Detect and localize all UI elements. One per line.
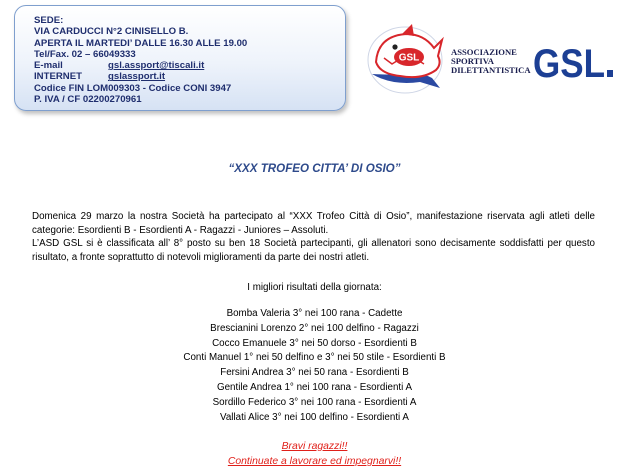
result-item: Sordillo Federico 3° nei 100 rana - Esordienti A [212, 396, 417, 408]
shark-mascot-logo [362, 22, 448, 98]
association-name [451, 48, 531, 76]
phone: Tel/Fax. 02 – 66049333 [34, 48, 136, 60]
opening-hours: APERTA IL MARTEDI’ DALLE 16.30 ALLE 19.00 [34, 37, 248, 49]
association-line: SPORTIVA [451, 56, 494, 67]
codes: Codice FIN LOM009303 - Codice CONI 3947 [34, 82, 232, 94]
contact-info-box [14, 5, 346, 111]
vat: P. IVA / CF 02200270961 [34, 94, 142, 106]
result-item: Cocco Emanuele 3° nei 50 dorso - Esordienti B [212, 337, 417, 349]
address: VIA CARDUCCI N°2 CINISELLO B. [34, 26, 189, 38]
result-item: Gentile Andrea 1° nei 100 rana - Esordienti A [216, 381, 413, 393]
body-paragraph: Domenica 29 marzo la nostra Società ha partecipato al “XXX Trofeo Città di Osio”, manifestazione riservata agli atleti delle categorie: Esordienti B - Esordienti A - Ragazzi - Juniores – Assoluti. [32, 211, 595, 236]
result-item: Brescianini Lorenzo 2° nei 100 delfino - Ragazzi [210, 322, 419, 334]
result-item: Fersini Andrea 3° nei 50 rana - Esordienti B [220, 367, 409, 379]
email-row [34, 60, 345, 71]
email-link[interactable]: gsl.assport@tiscali.it [108, 60, 205, 72]
logo-area [362, 22, 620, 104]
gsl-brand-logo [531, 40, 617, 84]
result-item: Bomba Valeria 3° nei 100 rana - Cadette [226, 308, 403, 319]
association-line: DILETTANTISTICA [451, 65, 531, 76]
internet-label: INTERNET [34, 71, 82, 83]
article-body [32, 210, 595, 264]
result-item: Conti Manuel 1° nei 50 delfino e 3° nei 50 stile - Esordienti B [183, 352, 446, 364]
results-list [0, 307, 629, 425]
sede-label: SEDE: [34, 15, 64, 26]
result-item: Vallati Alice 3° nei 100 delfino - Esordienti A [220, 411, 409, 423]
website-link[interactable]: gslassport.it [108, 71, 166, 83]
page-title: “XXX TROFEO CITTA’ DI OSIO” [228, 162, 401, 175]
closing-line: Bravi ragazzi!! [281, 441, 348, 452]
email-label: E-mail [34, 60, 63, 72]
body-paragraph: L’ASD GSL si è classificata all’ 8° posto su ben 18 Società partecipanti, gli allenatori sono decisamente soddisfatti per questo risultato, a fronte soprattutto di notevoli miglioramenti da parte dei nostri atleti. [32, 238, 595, 263]
website-row [34, 71, 345, 82]
association-line: ASSOCIAZIONE [451, 47, 517, 57]
results-heading: I migliori risultati della giornata: [247, 282, 382, 293]
shark-logo-text: GSL [398, 52, 420, 64]
gsl-brand-text: GSL [533, 42, 605, 84]
closing-line: Continuate a lavorare ed impegnarvi!! [227, 456, 402, 467]
closing-message [0, 439, 629, 469]
